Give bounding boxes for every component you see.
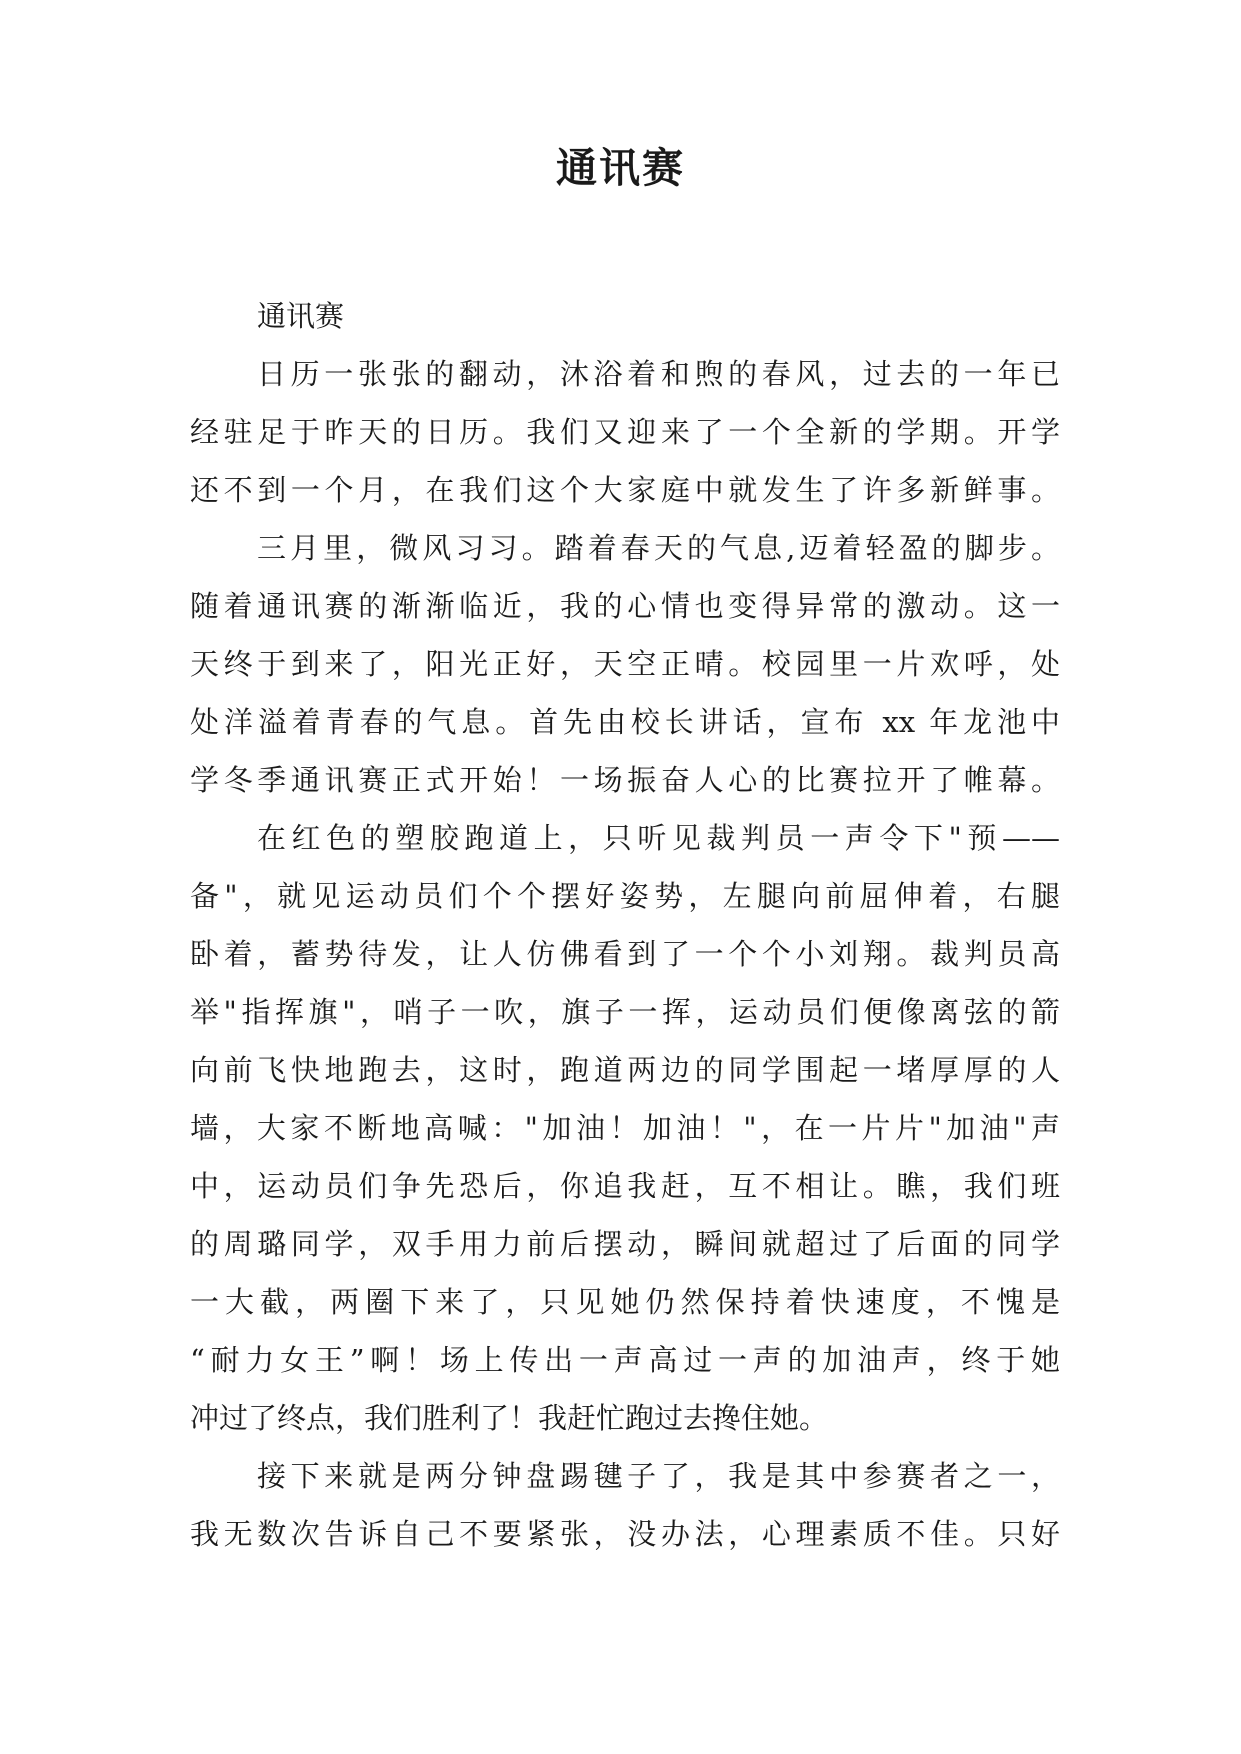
text-line: 在红色的塑胶跑道上，只听见裁判员一声令下"预—— bbox=[257, 821, 1060, 855]
text-line: 一大截，两圈下来了，只见她仍然保持着快速度，不愧是 bbox=[190, 1285, 1060, 1319]
text-line: 中，运动员们争先恐后，你追我赶，互不相让。瞧，我们班 bbox=[190, 1169, 1060, 1203]
subtitle-line: 通讯赛 bbox=[257, 299, 345, 333]
text-line: 向前飞快地跑去，这时，跑道两边的同学围起一堵厚厚的人 bbox=[190, 1053, 1060, 1087]
document-title: 通讯赛 bbox=[556, 144, 685, 192]
text-line: 学冬季通讯赛正式开始！一场振奋人心的比赛拉开了帷幕。 bbox=[190, 763, 1060, 797]
text-line: 天终于到来了，阳光正好，天空正晴。校园里一片欢呼，处 bbox=[190, 647, 1060, 681]
text-line: 的周璐同学，双手用力前后摆动，瞬间就超过了后面的同学 bbox=[190, 1227, 1060, 1261]
text-line: 还不到一个月，在我们这个大家庭中就发生了许多新鲜事。 bbox=[190, 473, 1060, 507]
text-line: 备"，就见运动员们个个摆好姿势，左腿向前屈伸着，右腿 bbox=[190, 879, 1060, 913]
text-line: 三月里，微风习习。踏着春天的气息,迈着轻盈的脚步。 bbox=[257, 531, 1060, 565]
text-line: 日历一张张的翻动，沐浴着和煦的春风，过去的一年已 bbox=[257, 357, 1060, 391]
text-line: 我无数次告诉自己不要紧张，没办法，心理素质不佳。只好 bbox=[190, 1517, 1060, 1551]
text-line: 卧着，蓄势待发，让人仿佛看到了一个个小刘翔。裁判员高 bbox=[190, 937, 1060, 971]
text-line: 冲过了终点，我们胜利了！我赶忙跑过去搀住她。 bbox=[190, 1401, 829, 1435]
text-line: 举"指挥旗"，哨子一吹，旗子一挥，运动员们便像离弦的箭 bbox=[190, 995, 1060, 1029]
text-line: 墙，大家不断地高喊："加油！加油！"，在一片片"加油"声 bbox=[190, 1111, 1060, 1145]
document-body bbox=[190, 287, 1060, 1563]
text-line: 接下来就是两分钟盘踢毽子了，我是其中参赛者之一， bbox=[257, 1459, 1060, 1493]
text-line: “耐力女王”啊！场上传出一声高过一声的加油声，终于她 bbox=[190, 1343, 1060, 1377]
text-line: 处洋溢着青春的气息。首先由校长讲话，宣布 xx 年龙池中 bbox=[190, 705, 1060, 739]
text-line: 经驻足于昨天的日历。我们又迎来了一个全新的学期。开学 bbox=[190, 415, 1060, 449]
text-line: 随着通讯赛的渐渐临近，我的心情也变得异常的激动。这一 bbox=[190, 589, 1060, 623]
